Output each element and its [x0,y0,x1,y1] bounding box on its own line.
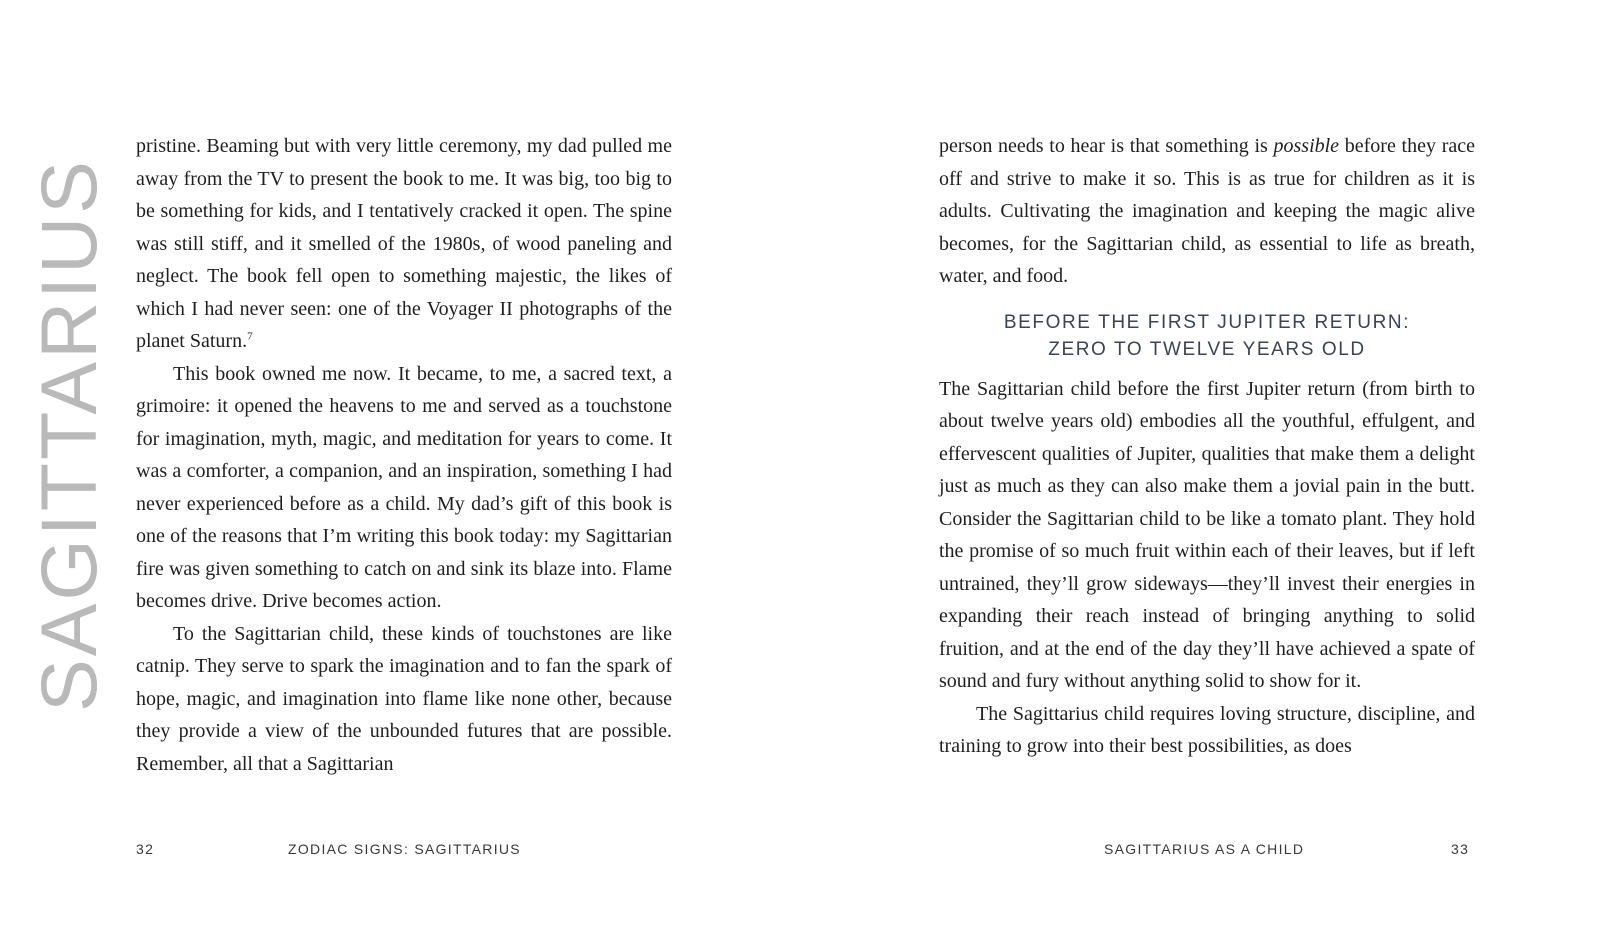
left-paragraph-1-text: pristine. Beaming but with very little ceremony, my dad pulled me away from the TV to present the book to me. It was big, too big to be something for kids, and I tentatively cracked it open. The spine was still stiff, and it smelled of the 1980s, of wood paneling and neglect. The book fell open to something majestic, the likes of which I had never seen: one of the Voyager II photographs of the planet Saturn. [136,135,672,352]
left-paragraph-2: This book owned me now. It became, to me, a sacred text, a grimoire: it opened the heavens to me and served as a touchstone for imagination, myth, magic, and meditation for years to come. It was a comforter, a companion, and an inspiration, something I had never experienced before as a child. My dad’s gift of this book is one of the reasons that I’m writing this book today: my Sagittarian fire was given something to catch on and sink its blaze into. Flame becomes drive. Drive becomes action. [136,362,672,612]
right-running-head: SAGITTARIUS AS A CHILD [1104,841,1305,857]
left-running-head: ZODIAC SIGNS: SAGITTARIUS [288,841,521,857]
section-heading-line-1: BEFORE THE FIRST JUPITER RETURN: [1003,311,1411,333]
right-intro-after: before they race off and strive to make it so. This is as true for children as it is adults. Cultivating the imagination and keeping the magic alive becomes, for the Sagittarian child, as essential to life as breath, water, and food. [939,135,1475,287]
right-page [939,130,1475,763]
section-heading [939,309,1475,363]
right-paragraph-2: The Sagittarius child requires loving structure, discipline, and training to grow into their best possibilities, as does [939,702,1475,757]
section-heading-line-2: ZERO TO TWELVE YEARS OLD [1048,338,1366,360]
left-page-number: 32 [136,841,155,857]
right-page-number: 33 [1451,841,1470,857]
right-intro-emphasis: possible [1273,135,1340,157]
left-page [136,130,672,780]
left-paragraph-3: To the Sagittarian child, these kinds of touchstones are like catnip. They serve to spark the imagination and to fan the spark of hope, magic, and imagination into flame like none other, because they provide a view of the unbounded futures that are possible. Remember, all that a Sagittarian [136,622,672,775]
right-intro-paragraph [939,130,1475,293]
footnote-marker[interactable]: 7 [247,330,253,343]
right-intro-before: person needs to hear is that something is [939,135,1274,157]
right-paragraph-1: The Sagittarian child before the first Jupiter return (from birth to about twelve years old) embodies all the youthful, effulgent, and effervescent qualities of Jupiter, qualities that make them a delight just as much as they can also make them a jovial pain in the butt. Consider the Sagittarian child to be like a tomato plant. They hold the promise of so much fruit within each of their leaves, but if left untrained, they’ll grow sideways—they’ll invest their energies in expanding their reach instead of bringing anything to solid fruition, and at the end of the day they’ll have achieved a spate of sound and fury without anything solid to show for it. [939,377,1475,692]
side-title: SAGITTARIUS [24,158,113,712]
left-paragraph-1 [136,130,672,358]
